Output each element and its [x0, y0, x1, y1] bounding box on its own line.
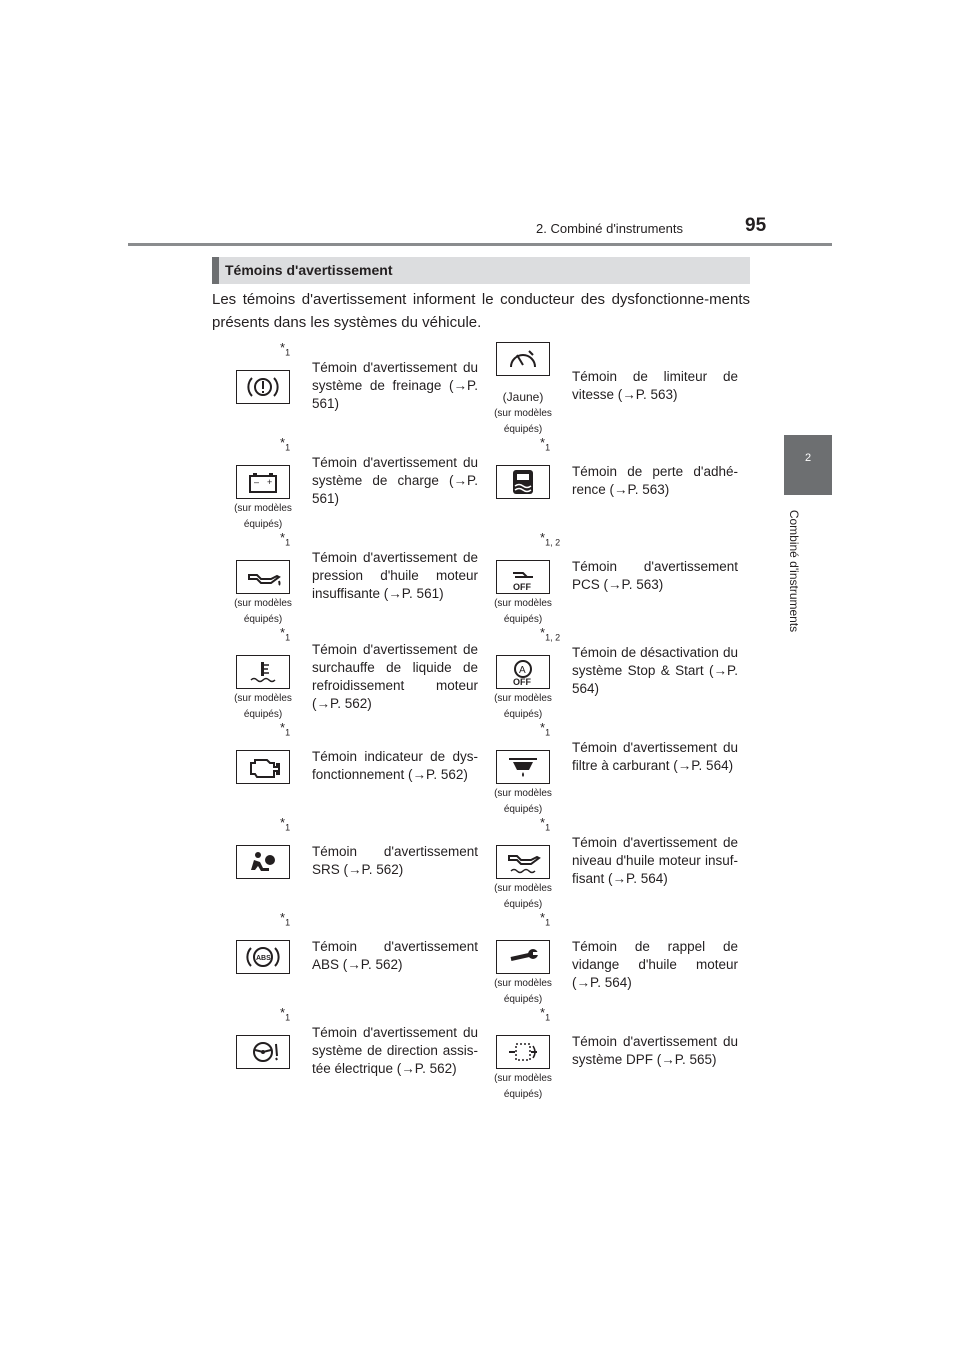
warning-light-description: Témoin d'avertissement du système de charge (→P. 561) — [312, 455, 478, 506]
footnote-marker: $*_1$ — [540, 1005, 551, 1023]
section-intro: Les témoins d'avertissement informent le conducteur des dysfonctionne-ments présents dans les systèmes du véhicule. — [212, 291, 750, 331]
oil-change-wrench-icon — [496, 940, 550, 974]
footnote-marker: $*_{1, 2}$ — [540, 625, 561, 643]
warning-light-item — [212, 910, 478, 1012]
equipped-models-note: (sur modèles équipés) — [494, 978, 552, 1005]
footnote-marker: $*_1$ — [280, 435, 291, 453]
check-engine-icon — [236, 750, 290, 784]
warning-light-item — [212, 530, 478, 632]
warning-light-description: Témoin de limiteur de vitesse (→P. 563) — [572, 369, 738, 402]
footnote-marker: $*_1$ — [280, 815, 291, 833]
footnote-marker: $*_1$ — [540, 815, 551, 833]
warning-light-item — [472, 530, 738, 632]
svg-text:ABS: ABS — [256, 955, 271, 962]
svg-text:OFF: OFF — [513, 677, 531, 686]
footnote-marker: $*_1$ — [540, 720, 551, 738]
footnote-marker: $*_{1, 2}$ — [540, 530, 561, 548]
chapter-side-label: Combiné d'instruments — [787, 509, 801, 632]
warning-light-item — [212, 1005, 478, 1107]
svg-text:OFF: OFF — [513, 582, 531, 591]
warning-light-item — [212, 435, 478, 537]
icon-color-note: (Jaune) — [502, 390, 544, 404]
warning-light-description: Témoin d'avertissement du système de freinage (→P. 561) — [312, 360, 478, 411]
footnote-marker: $*_1$ — [280, 340, 291, 358]
dpf-icon — [496, 1035, 550, 1069]
equipped-models-note: (sur modèles équipés) — [234, 503, 292, 530]
svg-text:–: – — [254, 477, 260, 487]
warning-light-description: Témoin d'avertissement du système de direction assis-tée électrique (→P. 562) — [312, 1025, 478, 1076]
warning-light-item — [472, 815, 738, 917]
footnote-marker: $*_1$ — [280, 625, 291, 643]
footnote-marker: $*_1$ — [540, 910, 551, 928]
power-steering-icon — [236, 1035, 290, 1069]
low-oil-level-icon — [496, 845, 550, 879]
chapter-title: 2. Combiné d'instruments — [536, 221, 683, 236]
warning-light-item — [472, 1005, 738, 1107]
equipped-models-note: (sur modèles équipés) — [494, 788, 552, 815]
speed-limiter-icon — [496, 342, 550, 376]
stop-start-off-icon — [496, 655, 550, 689]
header-rule — [128, 243, 832, 246]
warning-light-description: Témoin indicateur de dys-fonctionnement (→P. 562) — [312, 749, 478, 782]
warning-light-description: Témoin de désactivation du système Stop & Start (→P. 564) — [572, 645, 738, 696]
fuel-filter-icon — [496, 750, 550, 784]
chapter-tab[interactable]: 2 — [784, 435, 832, 495]
footnote-marker: $*_1$ — [280, 1005, 291, 1023]
warning-light-item — [472, 435, 738, 537]
warning-light-description: Témoin d'avertissement de pression d'huile moteur insuffisante (→P. 561) — [312, 550, 478, 601]
warning-light-item — [472, 720, 738, 822]
equipped-models-note: (sur modèles équipés) — [494, 408, 552, 435]
warning-light-item — [212, 720, 478, 822]
warning-light-item — [212, 625, 478, 727]
equipped-models-note: (sur modèles équipés) — [234, 598, 292, 625]
equipped-models-note: (sur modèles équipés) — [234, 693, 292, 720]
section-heading-bar — [212, 257, 219, 284]
equipped-models-note: (sur modèles équipés) — [494, 598, 552, 625]
oil-pressure-icon — [236, 560, 290, 594]
warning-light-item — [472, 625, 738, 727]
warning-light-item — [472, 342, 738, 436]
srs-airbag-icon — [236, 845, 290, 879]
warning-light-description: Témoin d'avertissement SRS (→P. 562) — [312, 844, 478, 877]
svg-text:A: A — [519, 665, 526, 676]
warning-light-description: Témoin d'avertissement de niveau d'huile moteur insuf-fisant (→P. 564) — [572, 835, 738, 886]
equipped-models-note: (sur modèles équipés) — [494, 693, 552, 720]
warning-light-item — [212, 815, 478, 917]
warning-light-item — [472, 910, 738, 1012]
slip-indicator-icon — [496, 465, 550, 499]
equipped-models-note: (sur modèles équipés) — [494, 1073, 552, 1100]
page-number: 95 — [745, 215, 767, 236]
warning-light-description: Témoin d'avertissement ABS (→P. 562) — [312, 939, 478, 972]
battery-icon — [236, 465, 290, 499]
footnote-marker: $*_1$ — [540, 435, 551, 453]
pcs-off-icon — [496, 560, 550, 594]
section-title: Témoins d'avertissement — [225, 262, 393, 278]
equipped-models-note: (sur modèles équipés) — [494, 883, 552, 910]
coolant-temp-icon — [236, 655, 290, 689]
section-heading — [212, 257, 750, 284]
warning-light-description: Témoin d'avertissement du système DPF (→P. 565) — [572, 1034, 738, 1067]
footnote-marker: $*_1$ — [280, 910, 291, 928]
warning-light-description: Témoin d'avertissement de surchauffe de liquide de refroidissement moteur (→P. 562) — [312, 642, 478, 711]
abs-icon — [236, 940, 290, 974]
svg-text:+: + — [267, 477, 273, 487]
footnote-marker: $*_1$ — [280, 530, 291, 548]
brake-warning-icon — [236, 370, 290, 404]
warning-light-description: Témoin d'avertissement du filtre à carburant (→P. 564) — [572, 740, 738, 773]
warning-light-description: Témoin d'avertissement PCS (→P. 563) — [572, 559, 738, 592]
warning-light-description: Témoin de perte d'adhé-rence (→P. 563) — [572, 464, 738, 497]
warning-light-description: Témoin de rappel de vidange d'huile moteur (→P. 564) — [572, 939, 738, 990]
warning-light-item — [212, 340, 478, 442]
footnote-marker: $*_1$ — [280, 720, 291, 738]
